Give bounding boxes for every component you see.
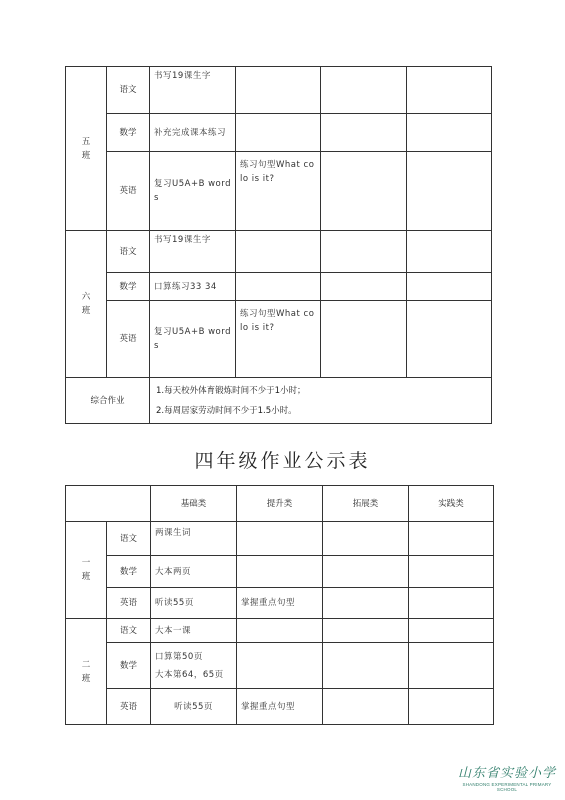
extend-cell [323, 522, 409, 556]
basic-cell: 听读55页 [151, 588, 237, 619]
basic-cell: 口算练习33 34 [150, 273, 236, 301]
advance-cell [236, 231, 321, 273]
extend-cell [323, 619, 409, 643]
advance-cell [237, 522, 323, 556]
extend-cell [321, 301, 407, 378]
advance-cell [237, 643, 323, 689]
basic-cell [151, 643, 237, 689]
class-name-1: 一 班 [66, 522, 107, 619]
subject-label: 语文 [107, 231, 150, 273]
extend-cell [321, 152, 407, 231]
subject-label: 英语 [107, 152, 150, 231]
header-extend: 拓展类 [323, 486, 409, 522]
header-advance: 提升类 [237, 486, 323, 522]
summary-content [150, 378, 492, 424]
school-logo-en: SHANDONG EXPERIMENTAL PRIMARY SCHOOL [462, 782, 552, 792]
advance-cell [237, 556, 323, 588]
subject-label: 数学 [107, 273, 150, 301]
advance-cell [237, 619, 323, 643]
advance-cell [236, 67, 321, 114]
practice-cell [409, 556, 494, 588]
basic-cell: 书写19课生字 [150, 231, 236, 273]
practice-cell [409, 689, 494, 725]
grade4-homework-table [65, 485, 494, 725]
subject-label: 数学 [107, 556, 151, 588]
header-practice: 实践类 [409, 486, 494, 522]
practice-cell [407, 152, 492, 231]
homework-table-continued [65, 66, 492, 424]
extend-cell [321, 231, 407, 273]
practice-cell [407, 67, 492, 114]
header-basic: 基础类 [151, 486, 237, 522]
subject-label: 英语 [107, 588, 151, 619]
school-logo-cn: 山东省实验小学 [457, 766, 556, 781]
extend-cell [323, 588, 409, 619]
subject-label: 英语 [107, 301, 150, 378]
advance-cell: 掌握重点句型 [237, 588, 323, 619]
extend-cell [323, 689, 409, 725]
practice-cell [409, 588, 494, 619]
practice-cell [409, 619, 494, 643]
basic-cell: 大本一课 [151, 619, 237, 643]
summary-line-2: 2.每周居家劳动时间不少于1.5小时。 [156, 405, 297, 416]
school-logo [457, 762, 557, 792]
practice-cell [409, 643, 494, 689]
subject-label: 语文 [107, 522, 151, 556]
class-name-5: 五 班 [66, 67, 107, 231]
advance-cell: 掌握重点句型 [237, 689, 323, 725]
extend-cell [323, 643, 409, 689]
advance-cell [236, 273, 321, 301]
basic-cell: 书写19课生字 [150, 67, 236, 114]
header-blank [66, 486, 151, 522]
summary-line-1: 1.每天校外体育锻炼时间不少于1小时； [156, 385, 306, 396]
basic-cell: 补充完成课本练习 [150, 114, 236, 152]
basic-line-2: 大本第64，65页 [155, 669, 224, 680]
practice-cell [407, 231, 492, 273]
practice-cell [407, 301, 492, 378]
subject-label: 语文 [107, 619, 151, 643]
extend-cell [321, 273, 407, 301]
class-name-2: 二 班 [66, 619, 107, 725]
page-title: 四年级作业公示表 [194, 450, 371, 472]
basic-cell: 复习U5A+B words [150, 152, 236, 231]
extend-cell [323, 556, 409, 588]
advance-cell [236, 114, 321, 152]
practice-cell [407, 273, 492, 301]
extend-cell [321, 114, 407, 152]
subject-label: 语文 [107, 67, 150, 114]
basic-cell: 两课生词 [151, 522, 237, 556]
basic-cell: 复习U5A+B words [150, 301, 236, 378]
subject-label: 数学 [107, 643, 151, 689]
practice-cell [409, 522, 494, 556]
summary-label: 综合作业 [66, 378, 150, 424]
practice-cell [407, 114, 492, 152]
extend-cell [321, 67, 407, 114]
subject-label: 英语 [107, 689, 151, 725]
basic-cell: 听读55页 [151, 689, 237, 725]
basic-line-1: 口算第50页 [155, 651, 203, 662]
advance-cell: 练习句型What colo is it? [236, 152, 321, 231]
class-name-6: 六 班 [66, 231, 107, 378]
subject-label: 数学 [107, 114, 150, 152]
advance-cell: 练习句型What colo is it? [236, 301, 321, 378]
basic-cell: 大本两页 [151, 556, 237, 588]
